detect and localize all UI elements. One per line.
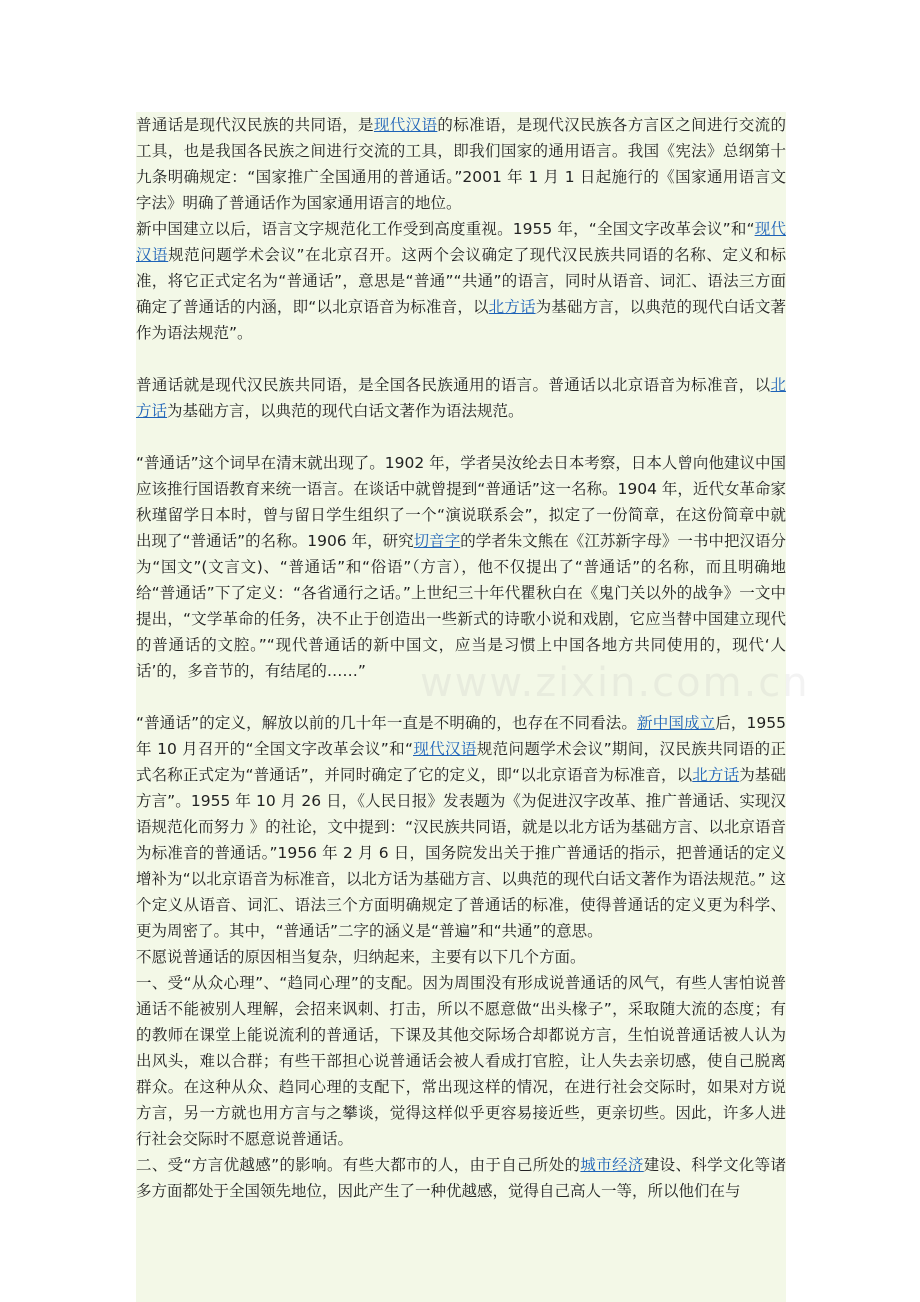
paragraph-definition (136, 112, 786, 216)
text-run: 为基础方言，以典范的现代白话文著作为语法规范。 (167, 402, 524, 420)
paragraph-gap (136, 424, 786, 450)
text-run: 新中国建立以后，语言文字规范化工作受到高度重视。1955 年，“全国文字改革会议”和“ (136, 220, 755, 238)
link-beifanghua[interactable]: 北方话 (136, 376, 786, 420)
link-beifanghua[interactable]: 北方话 (488, 298, 536, 316)
link-beifanghua[interactable]: 北方话 (692, 766, 740, 784)
text-run: 普通话就是现代汉民族共同语，是全国各民族通用的语言。普通话以北京语音为标准音，以 (136, 376, 771, 394)
paragraph-gap (136, 346, 786, 372)
text-run: 二、受“方言优越感”的影响。有些大都市的人，由于自己所处的 (136, 1156, 581, 1174)
link-chengshi-jingji[interactable]: 城市经济 (580, 1156, 644, 1174)
paragraph-reason-two (136, 1152, 786, 1204)
text-run: 规范问题学术会议”在北京召开。这两个会议确定了现代汉民族共同语的名称、定义和标准，将它正式定名为“普通话”，意思是“普通”“共通”的语言，同时从语音、词汇、语法三方面确定了普通话的内涵，即“以北京语音为标准音，以 (136, 246, 786, 316)
text-run: 的学者朱文熊在《江苏新字母》一书中把汉语分为“国文”(文言文)、“普通话”和“俗语”（方言），他不仅提出了“普通话”的名称，而且明确地给“普通话”下了定义：“各省通行之话。”上世纪三十年代瞿秋白在《鬼门关以外的战争》一文中提出，“文学革命的任务，决不止于创造出一些新式的诗歌小说和戏剧，它应当替中国建立现代的普通话的文腔。”“现代普通话的新中国文，应当是习惯上中国各地方共同使用的，现代‘人话’的，多音节的，有结尾的……” (136, 532, 786, 680)
text-run: 普通话是现代汉民族的共同语，是 (136, 116, 374, 134)
paragraph-gap (136, 684, 786, 710)
text-run: 建设、科学文化等诸多方面都处于全国领先地位，因此产生了一种优越感，觉得自己高人一等，所以他们在与 (136, 1156, 786, 1200)
paragraph-reasons-intro: 不愿说普通话的原因相当复杂，归纳起来，主要有以下几个方面。 (136, 948, 586, 966)
paragraph-reason-one: 一、受“从众心理”、“趋同心理”的支配。因为周围没有形成说普通话的风气，有些人害怕说普通话不能被别人理解，会招来讽刺、打击，所以不愿意做“出头椽子”，采取随大流的态度；有的教师在课堂上能说流利的普通话，下课及其他交际场合却都说方言，生怕说普通话被人认为出风头，难以合群；有些干部担心说普通话会被人看成打官腔，让人失去亲切感，使自己脱离群众。在这种从众、趋同心理的支配下，常出现这样的情况，在进行社会交际时，如果对方说方言，另一方就也用方言与之攀谈，觉得这样似乎更容易接近些，更亲切些。因此，许多人进行社会交际时不愿意说普通话。 (136, 974, 786, 1148)
text-run: 后，1955 年 10 月召开的“全国文字改革会议”和“ (136, 714, 786, 758)
paragraph-summary (136, 372, 786, 424)
paragraph-official-definition (136, 710, 786, 944)
link-xiandai-hanyu[interactable]: 现代汉语 (136, 220, 786, 264)
text-run: 规范问题学术会议”期间，汉民族共同语的正式名称正式定为“普通话”，并同时确定了它的定义，即“以北京语音为标准音，以 (136, 740, 786, 784)
link-xiandai-hanyu[interactable]: 现代汉语 (373, 116, 438, 134)
paragraph-origin (136, 450, 786, 684)
text-run: “普通话”的定义，解放以前的几十年一直是不明确的，也存在不同看法。 (136, 714, 638, 732)
text-run: 为基础方言”。1955 年 10 月 26 日，《人民日报》发表题为《为促进汉字改革、推广普通话、实现汉语规范化而努力 》的社论，文中提到：“汉民族共同语，就是以北方话为基础方言、以北京语音为标准音的普通话。”1956 年 2 月 6 日，国务院发出关于推广普通话的指示，把普通话的定义增补为“以北京语音为标准音，以北方话为基础方言、以典范的现代白话文著作为语法规范。” 这个定义从语音、词汇、语法三个方面明确规定了普通话的标准，使得普通话的定义更为科学、更为周密了。其中，“普通话”二字的涵义是“普遍”和“共通”的意思。 (136, 766, 786, 940)
text-run: 为基础方言，以典范的现代白话文著作为语法规范”。 (136, 298, 786, 342)
link-qieyinzi[interactable]: 切音字 (413, 532, 461, 550)
link-xinzhongguo-chengli[interactable]: 新中国成立 (637, 714, 716, 732)
document-body (136, 112, 786, 1302)
link-xiandai-hanyu[interactable]: 现代汉语 (413, 740, 477, 758)
text-run: “普通话”这个词早在清末就出现了。1902 年，学者吴汝纶去日本考察，日本人曾向他建议中国应该推行国语教育来统一语言。在谈话中就曾提到“普通话”这一名称。1904 年，近代女革命家秋瑾留学日本时，曾与留日学生组织了一个“演说联系会”，拟定了一份简章，在这份简章中就出现了“普通话”的名称。1906 年，研究 (136, 454, 786, 550)
text-run: 的标准语，是现代汉民族各方言区之间进行交流的工具，也是我国各民族之间进行交流的工具，即我们国家的通用语言。我国《宪法》总纲第十九条明确规定：“国家推广全国通用的普通话。”2001 年 1 月 1 日起施行的《国家通用语言文字法》明确了普通话作为国家通用语言的地位。 (136, 116, 786, 212)
paragraph-history-1955 (136, 216, 786, 346)
